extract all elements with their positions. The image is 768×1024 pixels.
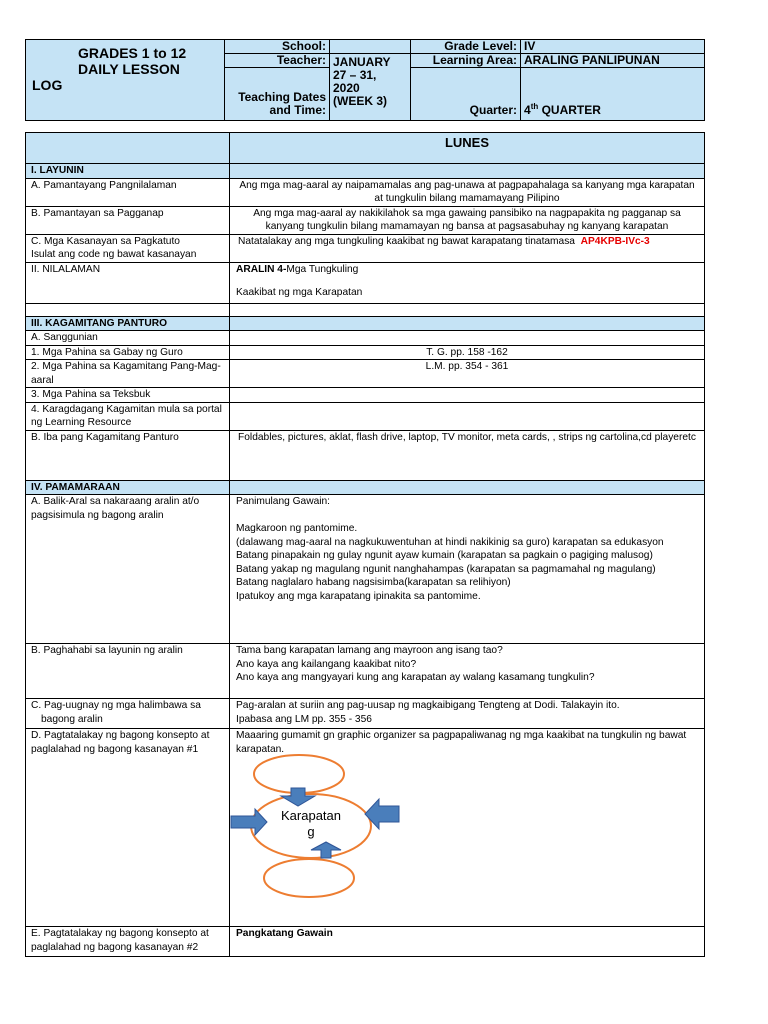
grade-level-label: Grade Level: (411, 40, 521, 54)
balik-aral-line: Batang pinapakain ng gulay ngunit ayaw kumain (karapatan sa pagkain o pagiging malusog) (236, 550, 653, 561)
gabay-guro-value: T. G. pp. 158 -162 (230, 345, 705, 360)
pag-uugnay-label-line-1: C. Pag-uugnay ng mga halimbawa sa (31, 700, 201, 711)
pag-uugnay-label (26, 699, 230, 729)
teaching-dates-label (225, 68, 330, 121)
kasanayan-label-line-1: C. Mga Kasanayan sa Pagkatuto (31, 235, 180, 247)
balik-aral-line: (dalawang mag-aaral na nagkukuwentuhan at hindi nakikinig sa guro) karapatan sa edukasyon (236, 536, 664, 548)
paghahabi-value (230, 644, 705, 699)
pamamaraan-heading: IV. PAMAMARAAN (26, 480, 230, 495)
pamantayang-pangnilalaman-value: Ang mga mag-aaral ay naipamamalas ang pag-unawa at pagpapahalaga sa kanyang mga karapatan at tungkulin bilang mamamayang Pilipino (230, 178, 705, 206)
kasanayan-label (26, 234, 230, 262)
top-ellipse (254, 755, 344, 793)
day-header: LUNES (230, 133, 705, 164)
sanggunian-label: A. Sanggunian (26, 331, 230, 346)
quarter-text: QUARTER (538, 103, 601, 117)
teaching-dates-value (330, 54, 411, 121)
learning-area-label: Learning Area: (411, 54, 521, 68)
teaching-dates-label-2: and Time: (269, 103, 326, 117)
kasanayan-value (230, 234, 705, 262)
pag-uugnay-line: Ipabasa ang LM pp. 355 - 356 (236, 713, 372, 725)
learning-resource-label: 4. Karagdagang Kagamitan mula sa portal ng Learning Resource (26, 402, 230, 430)
pag-uugnay-value (230, 699, 705, 729)
balik-aral-line: Ipatukoy ang mga karapatang ipinakita sa pantomime. (236, 590, 481, 602)
gabay-guro-label: 1. Mga Pahina sa Gabay ng Guro (26, 345, 230, 360)
aralin-title-2: Kaakibat ng mga Karapatan (236, 286, 363, 298)
graphic-organizer (229, 752, 409, 902)
title-line-3: LOG (32, 77, 63, 93)
corner-cell (26, 133, 230, 164)
pamantayan-pagganap-label: B. Pamantayan sa Pagganap (26, 206, 230, 234)
dll-title (26, 40, 225, 121)
aralin-title-1: Mga Tungkuling (286, 263, 359, 275)
pamantayang-pangnilalaman-label: A. Pamantayang Pangnilalaman (26, 178, 230, 206)
balik-aral-line: Magkaroon ng pantomime. (236, 523, 358, 534)
learning-area-value: ARALING PANLIPUNAN (521, 54, 705, 68)
balik-aral-line: Batang yakap ng magulang ngunit nanghahampas (karapatan sa pagmamahal ng magulang) (236, 563, 656, 575)
teacher-label: Teacher: (225, 54, 330, 68)
iba-kagamitan-label: B. Iba pang Kagamitang Panturo (26, 430, 230, 480)
quarter-label: Quarter: (411, 68, 521, 121)
pag-uugnay-label-line-2: bagong aralin (41, 713, 103, 725)
kagamitang-panturo-heading: III. KAGAMITANG PANTURO (26, 316, 230, 331)
competency-code: AP4KPB-IVc-3 (580, 235, 650, 247)
grade-level-value: IV (521, 40, 705, 54)
pag-uugnay-line: Pag-aralan at suriin ang pag-uusap ng magkaibigang Tengteng at Dodi. Talakayin ito. (236, 700, 620, 711)
center-label-line-1: Karapatan (281, 808, 341, 823)
nilalaman-label: II. NILALAMAN (26, 262, 230, 303)
quarter-num: 4 (524, 103, 531, 117)
dates-line-4: (WEEK 3) (333, 94, 387, 108)
quarter-value (521, 68, 705, 121)
balik-aral-value (230, 495, 705, 644)
header-table (25, 39, 705, 121)
kagamitang-mag-aaral-value: L.M. pp. 354 - 361 (230, 360, 705, 388)
iba-kagamitan-value: Foldables, pictures, aklat, flash drive, laptop, TV monitor, meta cards, , strips ng cartolina,cd playeretc (230, 430, 705, 480)
paghahabi-line: Ano kaya ang mangyayari kung ang karapatan ay walang kasamang tungkulin? (236, 672, 595, 683)
balik-aral-line: Batang naglalaro habang nagsisimba(karapatan sa relihiyon) (236, 577, 511, 588)
teaching-dates-label-1: Teaching Dates (238, 90, 326, 104)
school-label: School: (225, 40, 330, 54)
aralin-number: ARALIN 4- (236, 263, 287, 275)
pamantayan-pagganap-value: Ang mga mag-aaral ay nakikilahok sa mga gawaing pansibiko na nagpapakita ng pagganap sa kanyang tungkulin bilang mamamayan ng bansa at pagsasabuhay ng kanyang karapatan (230, 206, 705, 234)
pagtatalakay-2-value: Pangkatang Gawain (230, 927, 705, 957)
center-label-line-2: g (307, 824, 315, 839)
paghahabi-line: Tama bang karapatan lamang ang mayroon ang isang tao? (236, 645, 503, 656)
teksbuk-label: 3. Mga Pahina sa Teksbuk (26, 388, 230, 403)
nilalaman-value (230, 262, 705, 303)
kasanayan-text: Natatalakay ang mga tungkuling kaakibat ng bawat karapatang tinatamasa (238, 235, 575, 247)
kasanayan-label-line-2: Isulat ang code ng bawat kasanayan (31, 249, 197, 260)
balik-aral-label: A. Balik-Aral sa nakaraang aralin at/o pagsisimula ng bagong aralin (26, 495, 230, 644)
title-line-2: DAILY LESSON (78, 61, 180, 77)
dates-line-3: 2020 (333, 81, 360, 95)
pagtatalakay-1-label: D. Pagtatalakay ng bagong konsepto at paglalahad ng bagong kasanayan #1 (26, 729, 230, 927)
dates-line-1: JANUARY (333, 55, 391, 69)
title-line-1: GRADES 1 to 12 (78, 45, 187, 61)
layunin-heading: I. LAYUNIN (26, 164, 230, 179)
paghahabi-label: B. Paghahabi sa layunin ng aralin (26, 644, 230, 699)
dates-line-2: 27 – 31, (333, 68, 377, 82)
pagtatalakay-1-text: Maaaring gumamit gn graphic organizer sa pagpapaliwanag ng mga kaakibat na tungkulin ng bawat karapatan. (236, 730, 687, 755)
paghahabi-line: Ano kaya ang kailangang kaakibat nito? (236, 658, 417, 670)
school-value (330, 40, 411, 54)
kagamitang-mag-aaral-label: 2. Mga Pahina sa Kagamitang Pang-Mag-aaral (26, 360, 230, 388)
balik-aral-line: Panimulang Gawain: (236, 496, 331, 507)
bottom-ellipse (264, 859, 354, 897)
pagtatalakay-2-label: E. Pagtatalakay ng bagong konsepto at paglalahad ng bagong kasanayan #2 (26, 927, 230, 957)
quarter-sup: th (530, 102, 539, 111)
